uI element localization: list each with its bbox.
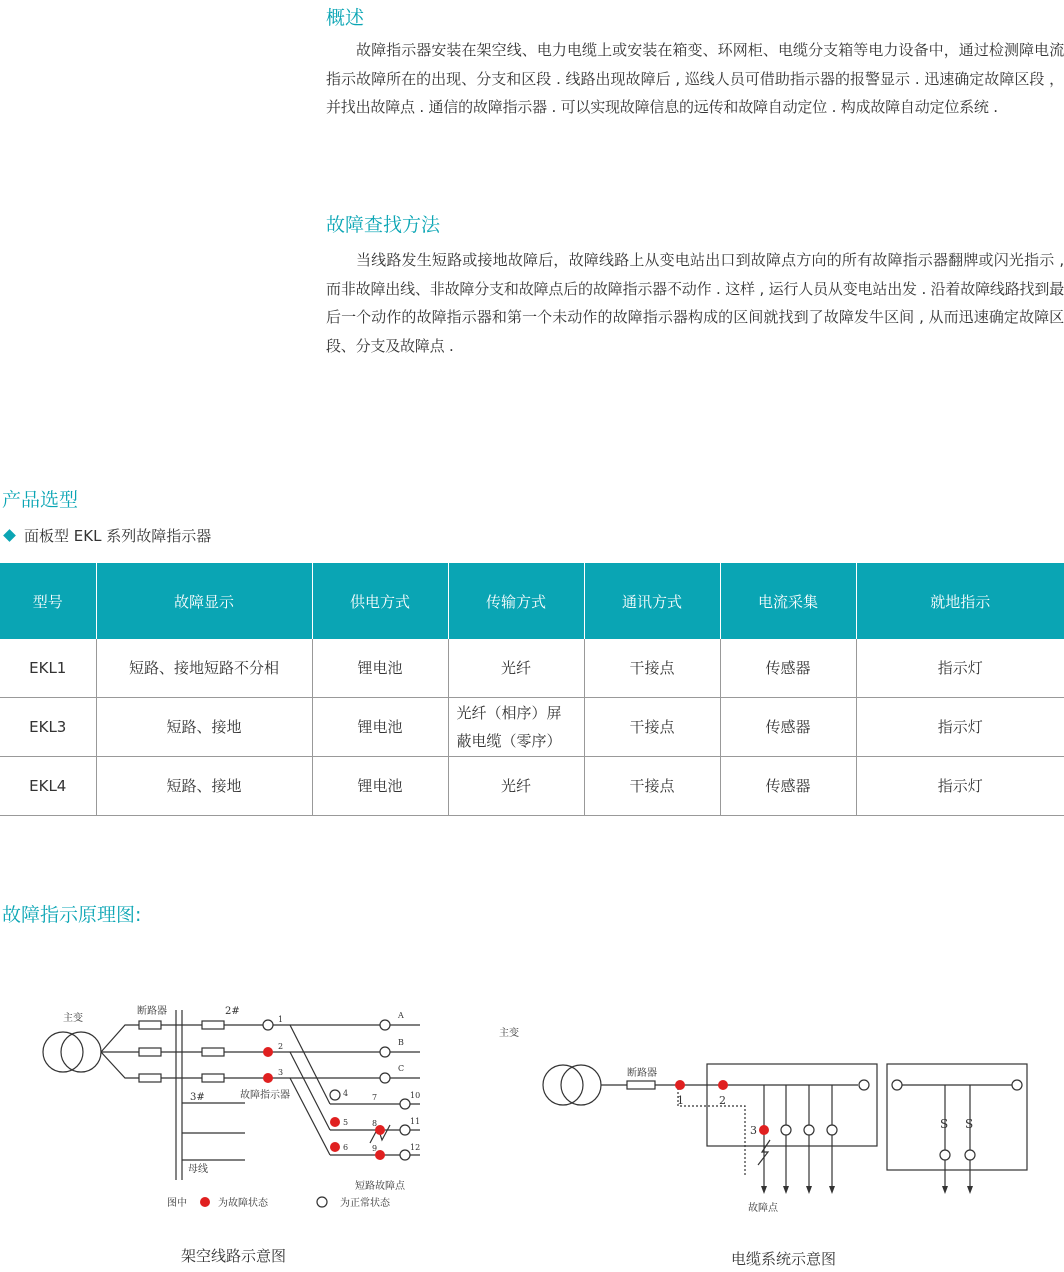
phase-label: B — [398, 1038, 404, 1047]
selection-title: 产品选型 — [2, 489, 79, 511]
bus2-label: 2# — [225, 1006, 240, 1017]
overview-title: 概述 — [326, 7, 365, 29]
legend-normal-label: 为正常状态 — [340, 1198, 390, 1209]
table-cell: 锂电池 — [312, 757, 448, 816]
method-title: 故障查找方法 — [326, 214, 441, 236]
cable-transformer-label: 主变 — [499, 1028, 519, 1039]
overview-text: 故障指示器安装在架空线、电力电缆上或安装在箱变、环网柜、电缆分支箱等电力设备中，通过检测障电流指示故障所在的出现、分支和区段 . 线路出现故障后 , 巡线人员可借助指示器的报警显示 . 迅速确定故障区段 ， 并找出故障点 . 通信的故障指示器 . 可以实现故障信息的远传和故障自动定位 . 构成故障自动定位系统 . — [326, 41, 1064, 116]
header-cell: 故障显示 — [96, 563, 312, 639]
table-cell: 短路、接地 — [96, 698, 312, 757]
table-cell: 干接点 — [584, 757, 720, 816]
node-label: 1 — [278, 1015, 284, 1024]
bus3-label: 3# — [190, 1092, 205, 1103]
phase-label: C — [398, 1064, 405, 1073]
node-label: 10 — [410, 1091, 421, 1100]
header-cell: 就地指示 — [856, 563, 1064, 639]
table-row — [0, 698, 1064, 757]
table-row — [0, 639, 1064, 698]
table-cell: EKL4 — [0, 757, 96, 816]
node-label: 6 — [343, 1143, 349, 1152]
table-row — [0, 757, 1064, 816]
table-cell: 干接点 — [584, 639, 720, 698]
method-text: 当线路发生短路或接地故障后，故障线路上从变电站出口到故障点方向的所有故障指示器翻牌或闪光指示 , 而非故障出线、非故障分支和故障点后的故障指示器不动作 . 这样 , 运行人员从变电站出发 . 沿着故障线路找到最后一个动作的故障指示器和第一个未动作的故障指示器构成的区间就找到了故障发牛区间 , 从而迅速确定故障区段、分支及故障点 . — [326, 251, 1064, 355]
header-cell: 供电方式 — [312, 563, 448, 639]
table-cell: 光纤 — [448, 757, 584, 816]
table-cell: 短路、接地短路不分相 — [96, 639, 312, 698]
table-cell: EKL1 — [0, 639, 96, 698]
node-label: 3 — [750, 1124, 757, 1137]
table-cell: 传感器 — [720, 698, 856, 757]
header-cell: 通讯方式 — [584, 563, 720, 639]
legend-fault-label: 为故障状态 — [218, 1198, 268, 1209]
indicator-label: 故障指示器 — [240, 1090, 290, 1101]
table-cell: 短路、接地 — [96, 757, 312, 816]
table-cell: 光纤 — [448, 639, 584, 698]
principle-title: 故障指示原理图: — [2, 904, 142, 926]
table-cell: 指示灯 — [856, 639, 1064, 698]
header-cell: 电流采集 — [720, 563, 856, 639]
overhead-transformer-label: 主变 — [63, 1013, 83, 1024]
cable-faultpoint-label: 故障点 — [748, 1203, 778, 1214]
node-label: 5 — [343, 1118, 349, 1127]
overhead-line-diagram — [0, 995, 470, 1220]
table-cell: 指示灯 — [856, 698, 1064, 757]
switch-label: S — [965, 1117, 974, 1131]
node-label: 7 — [372, 1093, 378, 1102]
table-cell: 干接点 — [584, 698, 720, 757]
table-cell: 锂电池 — [312, 639, 448, 698]
node-label: 12 — [410, 1143, 421, 1152]
table-cell: 传感器 — [720, 639, 856, 698]
node-label: 1 — [677, 1094, 684, 1107]
table-cell: EKL3 — [0, 698, 96, 757]
node-label: 8 — [372, 1119, 378, 1128]
cable-breaker-label: 断路器 — [627, 1068, 657, 1079]
overhead-caption: 架空线路示意图 — [181, 1247, 287, 1265]
cable-system-diagram — [480, 1015, 1040, 1225]
faultpoint-label: 短路故障点 — [355, 1181, 405, 1192]
cable-caption: 电缆系统示意图 — [731, 1250, 837, 1268]
node-label: 11 — [410, 1117, 421, 1126]
node-label: 3 — [278, 1068, 284, 1077]
spec-table — [0, 563, 1064, 816]
table-cell: 光纤（相序）屏蔽电缆（零序） — [448, 698, 584, 757]
diamond-bullet-icon — [3, 529, 16, 542]
phase-label: A — [398, 1011, 404, 1020]
node-label: 2 — [278, 1042, 284, 1051]
selection-subtitle: 面板型 EKL 系列故障指示器 — [3, 526, 211, 546]
header-cell: 传输方式 — [448, 563, 584, 639]
node-label: 2 — [719, 1094, 726, 1107]
node-label: 9 — [372, 1144, 378, 1153]
busbar-label: 母线 — [188, 1164, 208, 1175]
switch-label: S — [940, 1117, 949, 1131]
overhead-breaker-label: 断路器 — [137, 1006, 167, 1017]
table-cell: 指示灯 — [856, 757, 1064, 816]
node-label: 4 — [343, 1089, 349, 1098]
table-cell: 传感器 — [720, 757, 856, 816]
header-cell: 型号 — [0, 563, 96, 639]
legend-prefix: 图中 — [167, 1198, 187, 1209]
table-cell: 锂电池 — [312, 698, 448, 757]
table-header-row — [0, 563, 1064, 639]
